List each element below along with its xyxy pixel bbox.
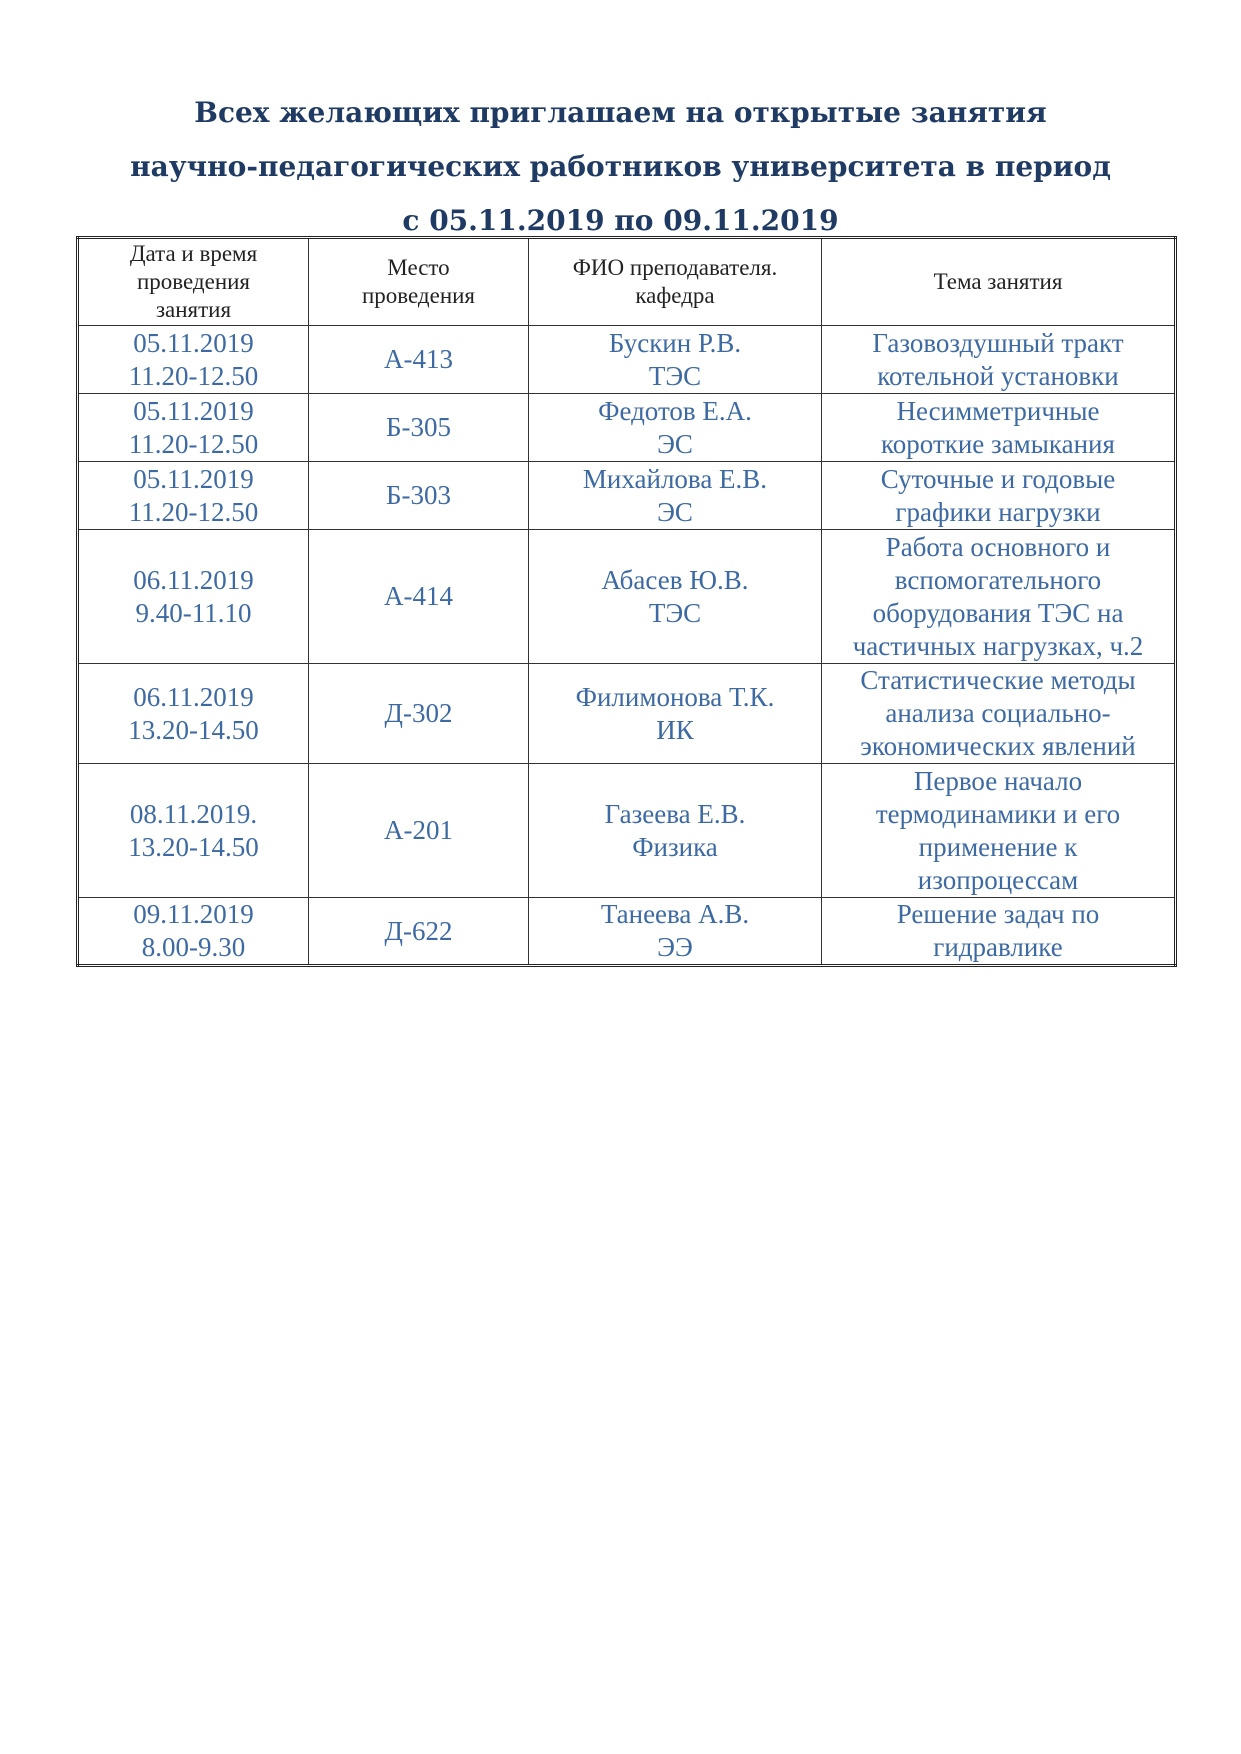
cell-teacher: Танеева А.В. ЭЭ bbox=[529, 898, 822, 966]
cell-datetime: 05.11.2019 11.20-12.50 bbox=[78, 394, 309, 462]
table-row bbox=[78, 664, 1176, 764]
page-title bbox=[0, 86, 1241, 248]
table-row bbox=[78, 462, 1176, 530]
header-teacher: ФИО преподавателя. кафедра bbox=[529, 238, 822, 326]
cell-room: А-201 bbox=[309, 764, 529, 898]
cell-datetime: 06.11.2019 13.20-14.50 bbox=[78, 664, 309, 764]
cell-room: А-413 bbox=[309, 326, 529, 394]
cell-room: Б-305 bbox=[309, 394, 529, 462]
cell-teacher: Абасев Ю.В. ТЭС bbox=[529, 530, 822, 664]
title-line-1: Всех желающих приглашаем на открытые занятия bbox=[194, 96, 1047, 129]
cell-topic: Первое начало термодинамики и его применение к изопроцессам bbox=[822, 764, 1176, 898]
cell-datetime: 09.11.2019 8.00-9.30 bbox=[78, 898, 309, 966]
title-line-3: с 05.11.2019 по 09.11.2019 bbox=[402, 204, 839, 237]
cell-topic: Статистические методы анализа социально- экономических явлений bbox=[822, 664, 1176, 764]
cell-room: А-414 bbox=[309, 530, 529, 664]
cell-room: Д-622 bbox=[309, 898, 529, 966]
cell-topic: Работа основного и вспомогательного оборудования ТЭС на частичных нагрузках, ч.2 bbox=[822, 530, 1176, 664]
cell-teacher: Филимонова Т.К. ИК bbox=[529, 664, 822, 764]
header-row bbox=[78, 238, 1176, 326]
cell-datetime: 08.11.2019. 13.20-14.50 bbox=[78, 764, 309, 898]
schedule-table bbox=[76, 236, 1177, 967]
cell-teacher: Бускин Р.В. ТЭС bbox=[529, 326, 822, 394]
cell-teacher: Федотов Е.А. ЭС bbox=[529, 394, 822, 462]
cell-datetime: 05.11.2019 11.20-12.50 bbox=[78, 462, 309, 530]
cell-topic: Суточные и годовые графики нагрузки bbox=[822, 462, 1176, 530]
cell-datetime: 06.11.2019 9.40-11.10 bbox=[78, 530, 309, 664]
cell-topic: Решение задач по гидравлике bbox=[822, 898, 1176, 966]
header-topic: Тема занятия bbox=[822, 238, 1176, 326]
cell-topic: Несимметричные короткие замыкания bbox=[822, 394, 1176, 462]
table-row bbox=[78, 326, 1176, 394]
cell-topic: Газовоздушный тракт котельной установки bbox=[822, 326, 1176, 394]
table-row bbox=[78, 530, 1176, 664]
cell-room: Д-302 bbox=[309, 664, 529, 764]
cell-datetime: 05.11.2019 11.20-12.50 bbox=[78, 326, 309, 394]
header-datetime: Дата и время проведения занятия bbox=[78, 238, 309, 326]
cell-room: Б-303 bbox=[309, 462, 529, 530]
header-place: Место проведения bbox=[309, 238, 529, 326]
cell-teacher: Газеева Е.В. Физика bbox=[529, 764, 822, 898]
table-row bbox=[78, 764, 1176, 898]
cell-teacher: Михайлова Е.В. ЭС bbox=[529, 462, 822, 530]
title-line-2: научно-педагогических работников университета в период bbox=[130, 150, 1111, 183]
table-row bbox=[78, 394, 1176, 462]
table-row bbox=[78, 898, 1176, 966]
